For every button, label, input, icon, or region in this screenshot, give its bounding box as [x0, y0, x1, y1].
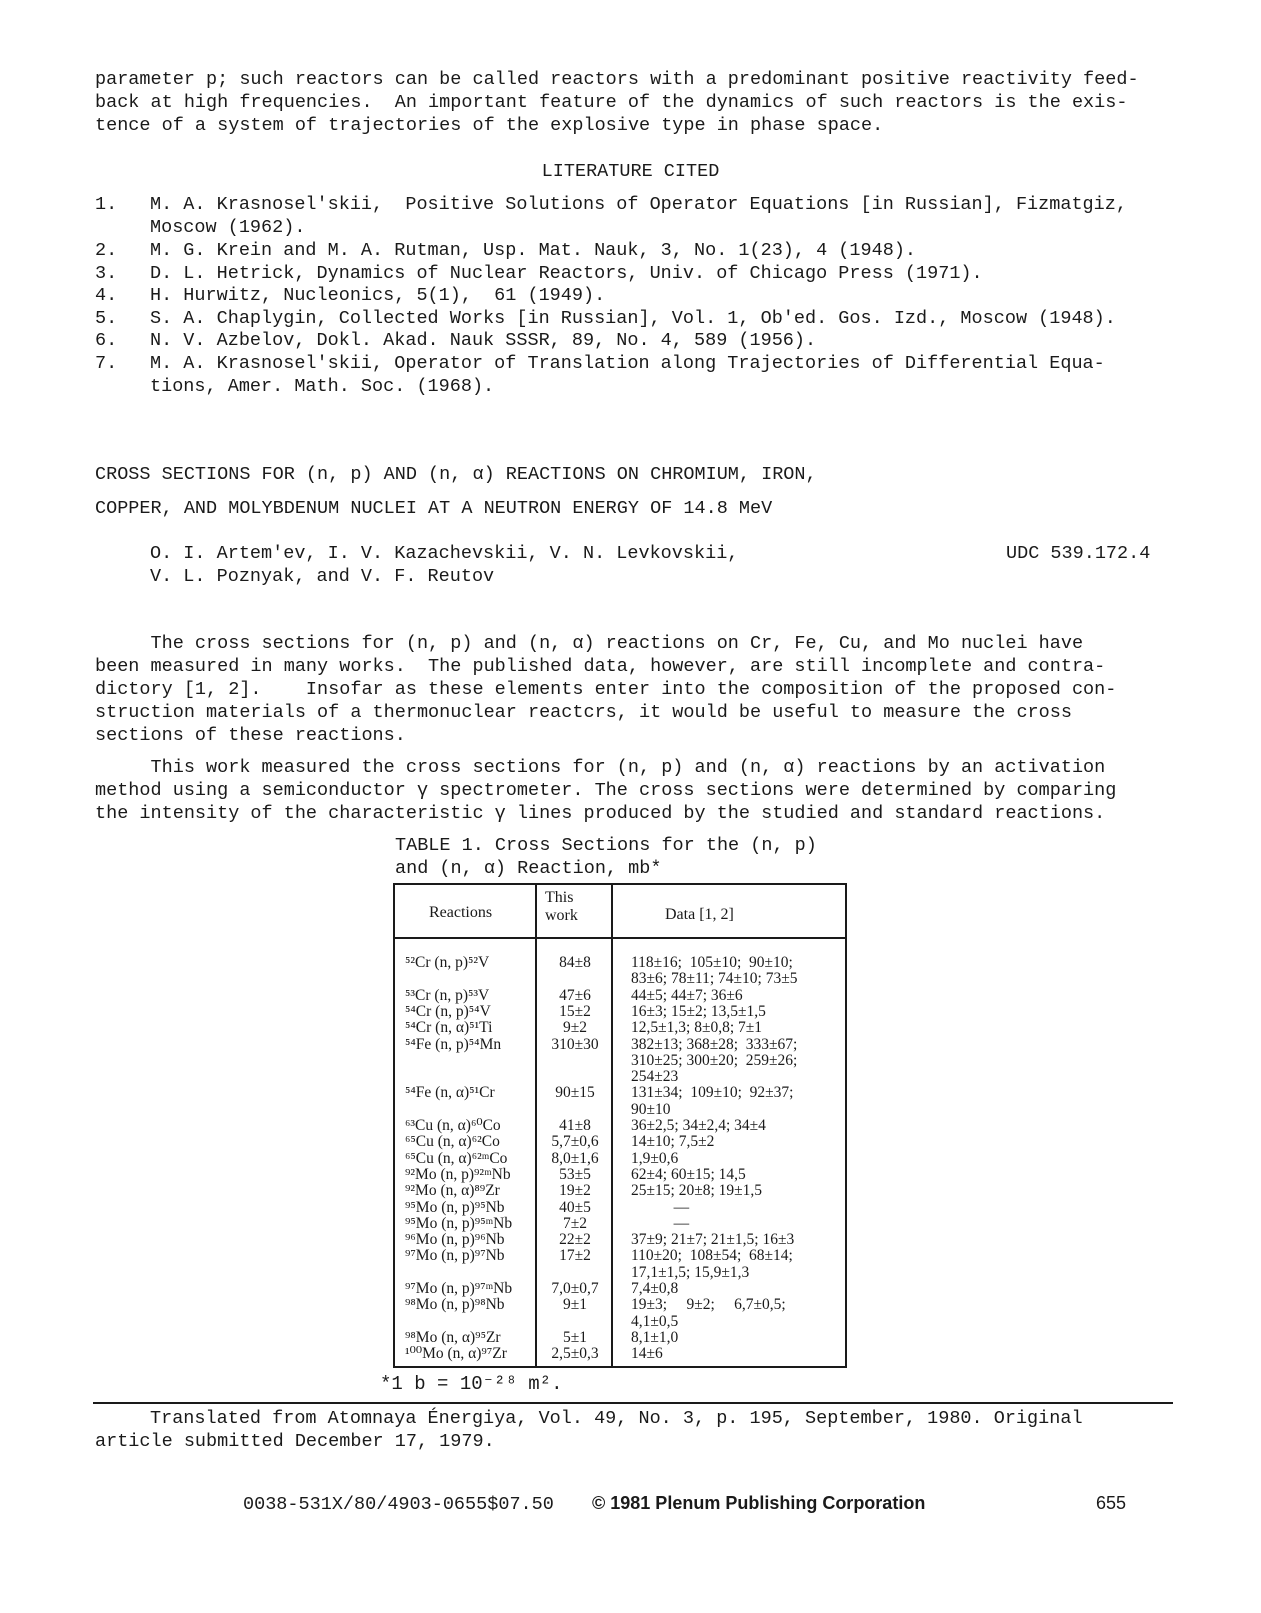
reaction-cell: ⁹²Mo (n, p)⁹²ᵐNb — [405, 1165, 511, 1183]
this-work-cell: 9±2 — [562, 1019, 587, 1037]
translation-note-line-1: Translated from Atomnaya Énergiya, Vol. 49, No. 3, p. 195, September, 1980. Original — [150, 1408, 1083, 1429]
reference-line: M. G. Krein and M. A. Rutman, Usp. Mat. Nauk, 3, No. 1(23), 4 (1948). — [150, 240, 917, 261]
literature-data-line: 16±3; 15±2; 13,5±1,5 — [631, 1002, 766, 1020]
literature-data-cell — [631, 1151, 841, 1167]
literature-data-line: 7,4±0,8 — [631, 1280, 679, 1297]
footer-divider — [93, 1402, 1173, 1404]
reaction-cell: ⁶⁵Cu (n, α)⁶²Co — [405, 1133, 500, 1151]
article-title-line-2: COPPER, AND MOLYBDENUM NUCLEI AT A NEUTRON ENERGY OF 14.8 MeV — [95, 498, 773, 519]
para1-line: been measured in many works. The published data, however, are still incomplete and contra- — [95, 656, 1106, 677]
body-paragraph-1 — [95, 632, 1185, 747]
reference-line: H. Hurwitz, Nucleonics, 5(1), 61 (1949). — [150, 285, 606, 306]
this-work-cell: 19±2 — [559, 1182, 591, 1200]
literature-data-line: 17,1±1,5; 15,9±1,3 — [631, 1263, 750, 1281]
reaction-cell: ⁹⁸Mo (n, α)⁹⁵Zr — [405, 1328, 501, 1346]
literature-data-cell — [631, 1167, 841, 1183]
literature-data-cell — [631, 1085, 841, 1118]
reference-number: 6. — [95, 330, 118, 351]
table-caption-line-2: and (n, α) Reaction, mb* — [395, 858, 662, 879]
reference-text — [150, 352, 1180, 398]
reaction-cell: ⁹⁵Mo (n, p)⁹⁵ᵐNb — [405, 1214, 513, 1232]
page-number: 655 — [1096, 1493, 1127, 1513]
reference-number: 7. — [95, 353, 118, 374]
reaction-cell: ⁹⁶Mo (n, p)⁹⁶Nb — [405, 1231, 505, 1249]
reference-text — [150, 262, 1180, 285]
literature-data-cell — [631, 1248, 841, 1281]
para1-line: sections of these reactions. — [95, 725, 406, 746]
reaction-cell: ⁹²Mo (n, α)⁸⁹Zr — [405, 1182, 500, 1200]
table-footnote: *1 b = 10⁻²⁸ m². — [380, 1373, 563, 1395]
this-work-cell: 47±6 — [559, 986, 591, 1004]
intro-paragraph — [95, 68, 1175, 137]
literature-data-line: — — [631, 1214, 690, 1232]
reference-number: 2. — [95, 240, 118, 261]
reference-number: 3. — [95, 263, 118, 284]
literature-data-line: — — [631, 1198, 690, 1216]
this-work-cell: 9±1 — [562, 1296, 587, 1314]
literature-data-line: 4,1±0,5 — [631, 1312, 679, 1330]
literature-data-line: 14±6 — [631, 1345, 663, 1363]
this-work-cell: 22±2 — [559, 1231, 591, 1249]
literature-data-cell — [631, 1297, 841, 1330]
translation-note-line-2: article submitted December 17, 1979. — [95, 1431, 495, 1452]
reaction-cell: ⁶⁵Cu (n, α)⁶²ᵐCo — [405, 1149, 508, 1167]
literature-data-line: 12,5±1,3; 8±0,8; 7±1 — [631, 1019, 763, 1037]
reaction-cell: ⁶³Cu (n, α)⁶⁰Co — [405, 1117, 501, 1134]
para1-line: dictory [1, 2]. Insofar as these elements enter into the composition of the proposed con- — [95, 679, 1117, 700]
article-identifier: 0038-531X/80/4903-0655$07.50 — [243, 1494, 554, 1515]
reference-text — [150, 329, 1180, 352]
article-title-line-1: CROSS SECTIONS FOR (n, p) AND (n, α) REACTIONS ON CHROMIUM, IRON, — [95, 464, 817, 485]
reaction-cell: ⁵⁴Cr (n, α)⁵¹Ti — [405, 1019, 493, 1037]
literature-data-cell — [631, 1281, 841, 1297]
this-work-cell: 2,5±0,3 — [551, 1345, 599, 1363]
literature-data-cell — [631, 1020, 841, 1036]
literature-data-cell — [631, 1118, 841, 1134]
authors-line-2: V. L. Poznyak, and V. F. Reutov — [150, 566, 495, 587]
literature-data-cell — [631, 1037, 841, 1086]
literature-data-line: 25±15; 20±8; 19±1,5 — [631, 1182, 763, 1200]
header-data: Data [1, 2] — [665, 906, 734, 923]
literature-data-line: 131±34; 109±10; 92±37; — [631, 1084, 794, 1102]
this-work-cell: 8,0±1,6 — [551, 1149, 599, 1167]
this-work-cell: 90±15 — [555, 1084, 595, 1102]
this-work-cell: 5,7±0,6 — [551, 1133, 599, 1151]
reference-number: 5. — [95, 308, 118, 329]
literature-data-cell — [631, 1134, 841, 1150]
this-work-cell: 310±30 — [551, 1035, 599, 1053]
para1-line: struction materials of a thermonuclear reactcrs, it would be useful to measure the cross — [95, 702, 1072, 723]
this-work-cell: 40±5 — [559, 1198, 591, 1216]
literature-data-line: 83±6; 78±11; 74±10; 73±5 — [631, 970, 798, 988]
literature-data-line: 37±9; 21±7; 21±1,5; 16±3 — [631, 1231, 795, 1249]
literature-data-line: 310±25; 300±20; 259±26; — [631, 1051, 798, 1069]
reaction-cell: ⁹⁷Mo (n, p)⁹⁷ᵐNb — [405, 1280, 513, 1297]
intro-line: tence of a system of trajectories of the explosive type in phase space. — [95, 115, 884, 136]
reaction-cell: ⁹⁷Mo (n, p)⁹⁷Nb — [405, 1247, 505, 1265]
literature-data-line: 1,9±0,6 — [631, 1149, 679, 1167]
this-work-cell: 17±2 — [559, 1247, 591, 1265]
literature-cited-heading: LITERATURE CITED — [541, 161, 720, 182]
para2-line: the intensity of the characteristic γ lines produced by the studied and standard reactions. — [95, 803, 1106, 824]
literature-data-cell — [631, 1183, 841, 1199]
literature-data-line: 382±13; 368±28; 333±67; — [631, 1035, 798, 1053]
literature-data-line: 90±10 — [631, 1100, 671, 1118]
reaction-cell: ⁵⁴Cr (n, p)⁵⁴V — [405, 1002, 491, 1020]
reference-line: S. A. Chaplygin, Collected Works [in Russian], Vol. 1, Ob'ed. Gos. Izd., Moscow (1948). — [150, 308, 1116, 329]
reaction-cell: ¹⁰⁰Mo (n, α)⁹⁷Zr — [405, 1345, 507, 1363]
reaction-cell: ⁵³Cr (n, p)⁵³V — [405, 986, 490, 1004]
cross-section-table — [393, 883, 847, 1368]
reference-number: 4. — [95, 285, 118, 306]
this-work-cell: 15±2 — [559, 1002, 591, 1020]
header-this-work-2: work — [545, 907, 578, 924]
this-work-cell: 84±8 — [559, 954, 591, 971]
copyright-notice: © 1981 Plenum Publishing Corporation — [592, 1493, 926, 1513]
literature-data-cell — [631, 1004, 841, 1020]
this-work-cell: 7,0±0,7 — [551, 1280, 599, 1297]
body-paragraph-2 — [95, 756, 1185, 825]
header-this-work-1: This — [545, 889, 574, 906]
table-header-rule — [395, 937, 845, 939]
authors-line-1: O. I. Artem'ev, I. V. Kazachevskii, V. N. Levkovskii, — [150, 543, 739, 564]
literature-data-cell — [631, 1232, 841, 1248]
literature-data-line: 19±3; 9±2; 6,7±0,5; — [631, 1296, 786, 1314]
intro-line: parameter p; such reactors can be called reactors with a predominant positive reactivity feed- — [95, 69, 1139, 90]
literature-data-line: 44±5; 44±7; 36±6 — [631, 986, 743, 1004]
reaction-cell: ⁹⁵Mo (n, p)⁹⁵Nb — [405, 1198, 505, 1216]
udc-code: UDC 539.172.4 — [1006, 543, 1151, 564]
reference-line: D. L. Hetrick, Dynamics of Nuclear Reactors, Univ. of Chicago Press (1971). — [150, 263, 983, 284]
para2-line: This work measured the cross sections for (n, p) and (n, α) reactions by an activation — [95, 757, 1106, 778]
table-caption-line-1: TABLE 1. Cross Sections for the (n, p) — [395, 835, 817, 856]
literature-data-cell — [631, 955, 841, 988]
reaction-cell: ⁵²Cr (n, p)⁵²V — [405, 954, 490, 971]
literature-data-line: 62±4; 60±15; 14,5 — [631, 1165, 746, 1183]
reference-text — [150, 239, 1180, 262]
intro-line: back at high frequencies. An important feature of the dynamics of such reactors is the exis- — [95, 92, 1128, 113]
reference-line: M. A. Krasnosel'skii, Positive Solutions of Operator Equations [in Russian], Fizmatgiz, — [150, 194, 1127, 215]
this-work-cell: 5±1 — [562, 1328, 587, 1346]
reference-line: M. A. Krasnosel'skii, Operator of Translation along Trajectories of Differential Equa- — [150, 353, 1105, 374]
this-work-cell: 7±2 — [562, 1214, 587, 1232]
reference-line: N. V. Azbelov, Dokl. Akad. Nauk SSSR, 89, No. 4, 589 (1956). — [150, 330, 817, 351]
literature-data-cell — [631, 1216, 841, 1232]
reference-number: 1. — [95, 194, 118, 215]
reference-line: tions, Amer. Math. Soc. (1968). — [150, 376, 495, 397]
this-work-cell: 41±8 — [559, 1117, 591, 1134]
literature-data-cell — [631, 1346, 841, 1362]
literature-data-line: 14±10; 7,5±2 — [631, 1133, 715, 1151]
header-reactions: Reactions — [429, 904, 493, 921]
reaction-cell: ⁵⁴Fe (n, p)⁵⁴Mn — [405, 1035, 502, 1053]
literature-data-line: 254±23 — [631, 1068, 679, 1086]
reference-text — [150, 307, 1180, 330]
para1-line: The cross sections for (n, p) and (n, α) reactions on Cr, Fe, Cu, and Mo nuclei have — [95, 633, 1084, 654]
reference-text — [150, 193, 1180, 239]
literature-data-cell — [631, 1330, 841, 1346]
literature-data-line: 110±20; 108±54; 68±14; — [631, 1247, 793, 1265]
this-work-cell: 53±5 — [559, 1165, 591, 1183]
reaction-cell: ⁹⁸Mo (n, p)⁹⁸Nb — [405, 1296, 505, 1314]
reference-line: Moscow (1962). — [150, 217, 306, 238]
literature-data-line: 36±2,5; 34±2,4; 34±4 — [631, 1117, 766, 1134]
reference-text — [150, 284, 1180, 307]
literature-data-cell — [631, 1200, 841, 1216]
reaction-cell: ⁵⁴Fe (n, α)⁵¹Cr — [405, 1084, 495, 1102]
para2-line: method using a semiconductor γ spectrometer. The cross sections were determined by comparing — [95, 780, 1117, 801]
literature-data-cell — [631, 988, 841, 1004]
literature-data-line: 8,1±1,0 — [631, 1328, 679, 1346]
literature-data-line: 118±16; 105±10; 90±10; — [631, 954, 793, 971]
